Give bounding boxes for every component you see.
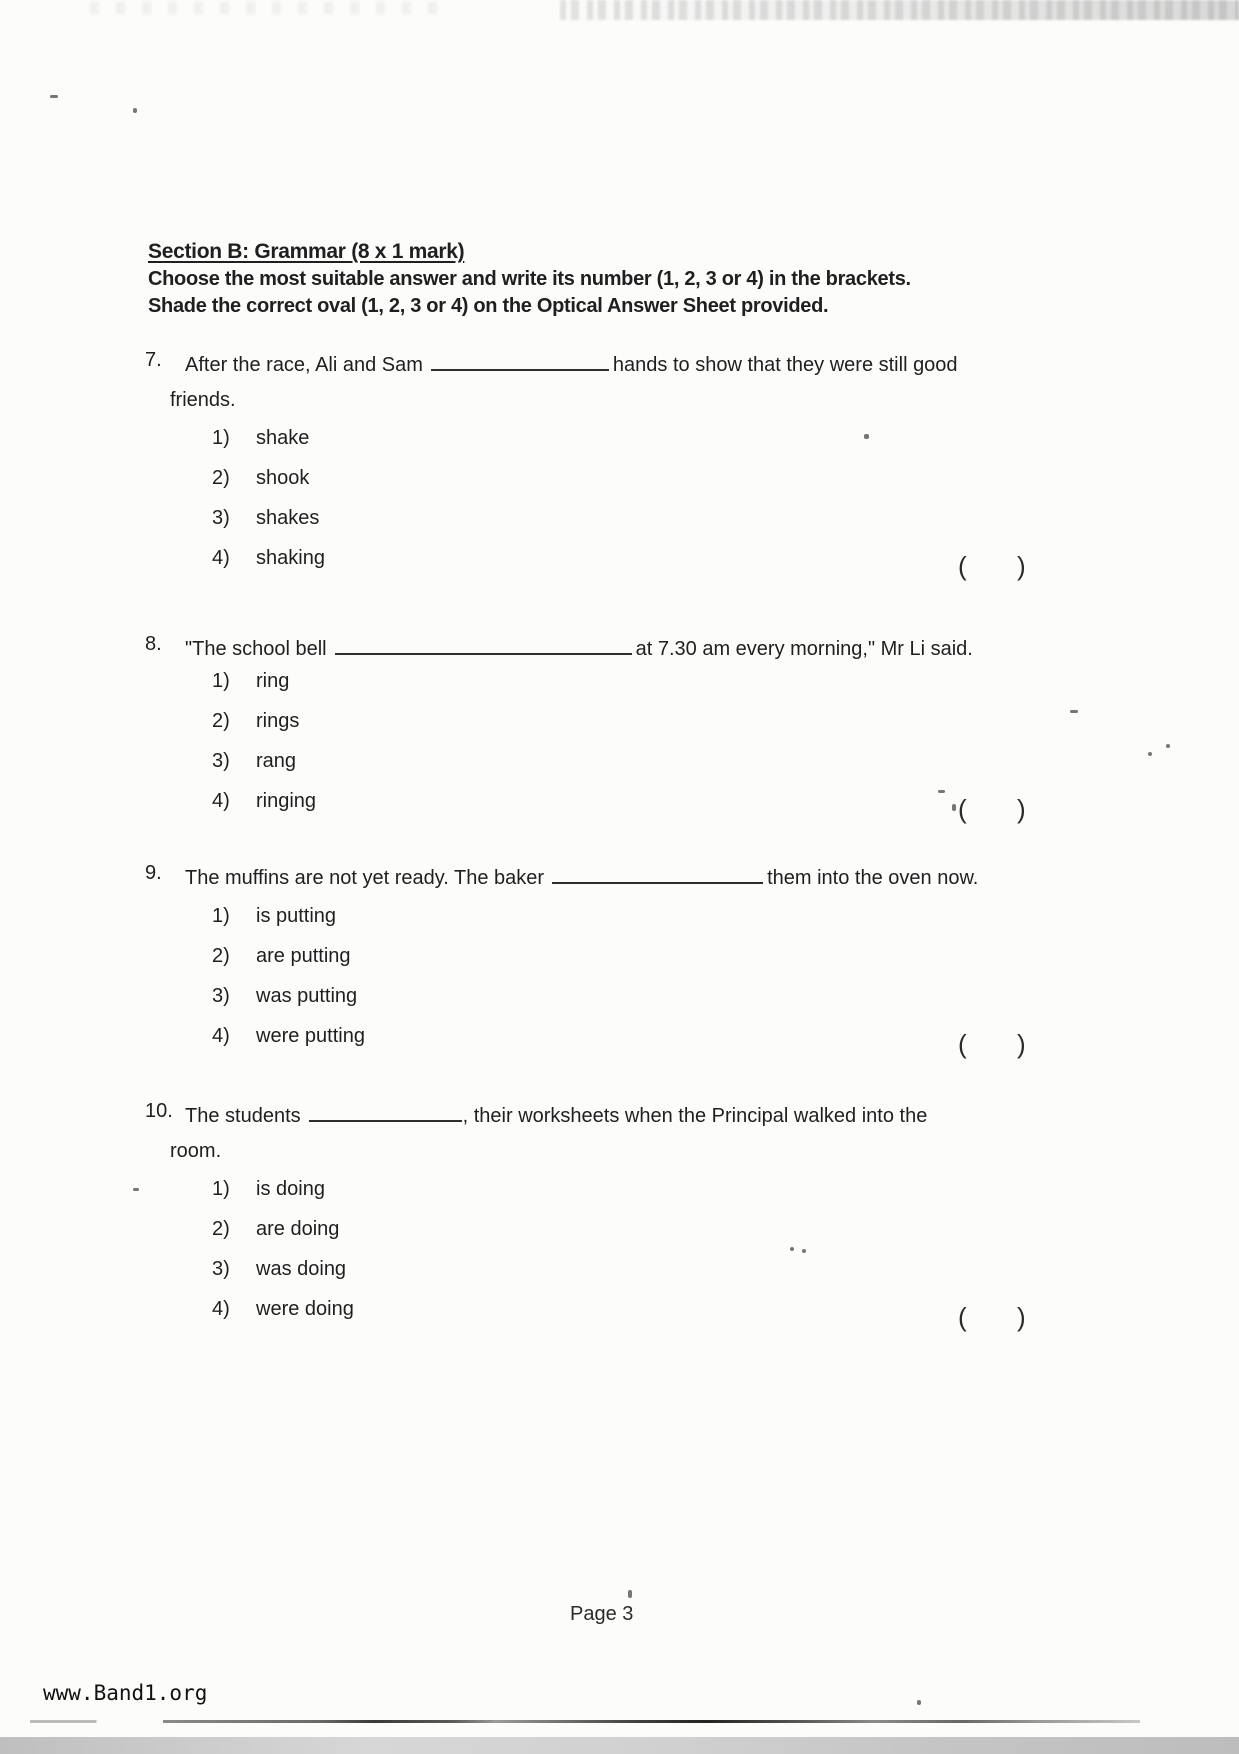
option-label: shakes (256, 507, 320, 529)
option-label: shook (256, 467, 310, 489)
option-number: 4) (212, 1298, 230, 1320)
scan-speck (938, 790, 945, 793)
option-2 (212, 710, 299, 733)
option-number: 2) (212, 710, 230, 732)
page-number: Page 3 (570, 1603, 634, 1625)
text-before-blank: After the race, Ali and Sam (185, 354, 423, 376)
scan-speck (1166, 744, 1170, 748)
option-label: was doing (256, 1258, 347, 1280)
option-2 (212, 467, 309, 490)
option-label: shaking (256, 547, 325, 569)
scan-noise-top-right (560, 0, 1239, 20)
option-label: were doing (256, 1298, 354, 1320)
scan-speck (917, 1700, 921, 1705)
text-before-blank: The students (185, 1105, 301, 1127)
option-label: ring (256, 670, 290, 692)
text-before-blank: The muffins are not yet ready. The baker (185, 867, 545, 889)
scan-speck (790, 1247, 794, 1251)
text-after-blank: , their worksheets when the Principal walked into the (462, 1105, 928, 1127)
watermark-url: www.Band1.org (43, 1681, 208, 1705)
scan-speck (952, 804, 956, 811)
scan-speck (133, 1188, 139, 1191)
question-text (185, 349, 958, 377)
scan-speck (864, 434, 869, 439)
scan-artifact-line (30, 1720, 1140, 1723)
option-4 (212, 547, 325, 570)
option-number: 1) (212, 905, 230, 927)
scan-speck (1148, 752, 1152, 756)
option-label: was putting (256, 985, 358, 1007)
answer-brackets: ( ) (958, 1029, 1027, 1059)
question-text (185, 862, 978, 890)
option-1 (212, 670, 289, 693)
option-label: are putting (256, 945, 351, 967)
option-label: is doing (256, 1178, 325, 1200)
question-number: 8. (145, 633, 162, 655)
answer-blank (552, 862, 763, 884)
scan-noise-top-left (90, 2, 450, 14)
text-after-blank: at 7.30 am every morning," Mr Li said. (635, 638, 973, 660)
answer-brackets: ( ) (958, 551, 1027, 581)
option-3 (212, 985, 357, 1008)
scan-speck (1070, 710, 1078, 713)
option-label: rang (256, 750, 297, 772)
question-text-continuation: friends. (170, 389, 236, 411)
option-label: ringing (256, 790, 317, 812)
option-number: 4) (212, 790, 230, 812)
scan-artifact-bottom-band (0, 1737, 1239, 1754)
answer-blank (309, 1100, 462, 1122)
answer-brackets: ( ) (958, 794, 1027, 824)
option-label: is putting (256, 905, 337, 927)
answer-brackets: ( ) (958, 1302, 1027, 1332)
question-text (185, 1100, 927, 1128)
option-1 (212, 427, 309, 450)
option-number: 2) (212, 1218, 230, 1240)
option-label: rings (256, 710, 300, 732)
option-number: 3) (212, 985, 230, 1007)
option-number: 2) (212, 945, 230, 967)
section-title: Section B: Grammar (8 x 1 mark) (148, 240, 465, 263)
option-number: 1) (212, 1178, 230, 1200)
option-4 (212, 1025, 365, 1048)
option-number: 3) (212, 507, 230, 529)
question-text (185, 633, 973, 661)
answer-blank (431, 349, 609, 371)
question-number: 7. (145, 349, 162, 371)
instruction-line-2: Shade the correct oval (1, 2, 3 or 4) on the Optical Answer Sheet provided. (148, 295, 829, 317)
text-before-blank: "The school bell (185, 638, 327, 660)
option-2 (212, 1218, 339, 1241)
option-label: are doing (256, 1218, 340, 1240)
scan-speck (628, 1590, 632, 1598)
scan-speck (50, 95, 58, 98)
text-after-blank: them into the oven now. (767, 867, 979, 889)
option-number: 3) (212, 750, 230, 772)
option-2 (212, 945, 351, 968)
question-number: 10. (145, 1100, 173, 1122)
option-3 (212, 507, 319, 530)
option-label: were putting (256, 1025, 365, 1047)
option-4 (212, 1298, 354, 1321)
option-3 (212, 1258, 346, 1281)
scan-speck (133, 108, 137, 113)
option-number: 1) (212, 670, 230, 692)
option-number: 3) (212, 1258, 230, 1280)
question-number: 9. (145, 862, 162, 884)
option-4 (212, 790, 316, 813)
option-number: 2) (212, 467, 230, 489)
option-3 (212, 750, 296, 773)
text-after-blank: hands to show that they were still good (612, 354, 958, 376)
scan-speck (802, 1249, 806, 1253)
question-text-continuation: room. (170, 1140, 222, 1162)
option-number: 4) (212, 547, 230, 569)
option-1 (212, 905, 336, 928)
answer-blank (335, 633, 632, 655)
instruction-line-1: Choose the most suitable answer and write its number (1, 2, 3 or 4) in the brackets. (148, 268, 911, 290)
option-number: 1) (212, 427, 230, 449)
option-1 (212, 1178, 325, 1201)
option-label: shake (256, 427, 310, 449)
option-number: 4) (212, 1025, 230, 1047)
